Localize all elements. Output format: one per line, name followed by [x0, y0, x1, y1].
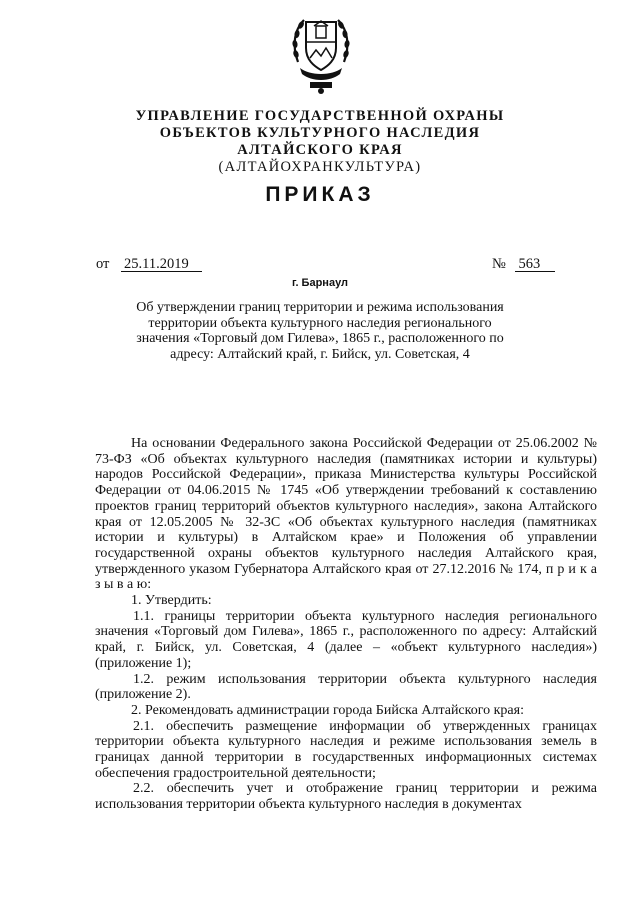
- document-number: 563: [515, 257, 555, 272]
- item-1-2: 1.2. режим использования территории объекта культурного наследия (приложение 2).: [95, 671, 597, 703]
- item-2-2: 2.2. обеспечить учет и отображение границ территории и режима использования территории объекта культурного наследия в документах: [95, 781, 597, 813]
- org-short-name: (АЛТАЙОХРАНКУЛЬТУРА): [218, 159, 422, 175]
- item-1: 1. Утвердить:: [131, 593, 212, 609]
- order-subject: Об утверждении границ территории и режима использования территории объекта культурного наследия регионального значения «Торговый дом Гилева», 1865 г., расположенного по адресу: Алтайский край, г. Бийск, ул. Советская, 4: [136, 300, 504, 362]
- number-prefix: №: [492, 256, 506, 272]
- item-2-1: 2.1. обеспечить размещение информации об утвержденных границах территории объекта культурного наследия и режиме использования земель в границах данной территории в государственных информационных системах обеспечения градостроительной деятельности;: [95, 718, 597, 781]
- org-name-line-1: УПРАВЛЕНИЕ ГОСУДАРСТВЕННОЙ ОХРАНЫ: [135, 108, 505, 124]
- date-block: [96, 256, 202, 273]
- document-type-title: ПРИКАЗ: [265, 183, 375, 206]
- item-2: 2. Рекомендовать администрации города Бийска Алтайского края:: [131, 702, 524, 718]
- org-name-line-2: ОБЪЕКТОВ КУЛЬТУРНОГО НАСЛЕДИЯ: [159, 125, 481, 141]
- date-prefix: от: [96, 256, 110, 272]
- org-name-line-3: АЛТАЙСКОГО КРАЯ: [237, 142, 403, 158]
- number-block: [492, 256, 555, 273]
- city-name: г. Барнаул: [291, 277, 349, 289]
- item-1-1: 1.1. границы территории объекта культурного наследия регионального значения «Торговый дом Гилева», 1865 г., расположенного по адресу: Алтайский край, г. Бийск, ул. Советская, 4 (далее – «объект культурного наследия») (приложение 1);: [95, 608, 597, 671]
- order-body: [95, 436, 597, 813]
- preamble-paragraph: На основании Федерального закона Российской Федерации от 25.06.2002 № 73-ФЗ «Об объектах культурного наследия (памятниках истории и культуры) народов Российской Федерации», приказа Министерства культуры Российской Федерации от 04.06.2015 № 1745 «Об утверждении требований к составлению проектов границ территорий объектов культурного наследия», закона Алтайского края от 12.05.2005 № 32-ЗС «Об объектах культурного наследия (памятниках истории и культуры) в Алтайском крае» и Положения об управлении государственной охраны объектов культурного наследия Алтайского края, утвержденного указом Губернатора Алтайского края от 27.12.2016 № 174, п р и к а з ы в а ю:: [95, 436, 597, 593]
- altai-coat-of-arms-emblem: [290, 12, 352, 96]
- document-date: 25.11.2019: [121, 257, 202, 272]
